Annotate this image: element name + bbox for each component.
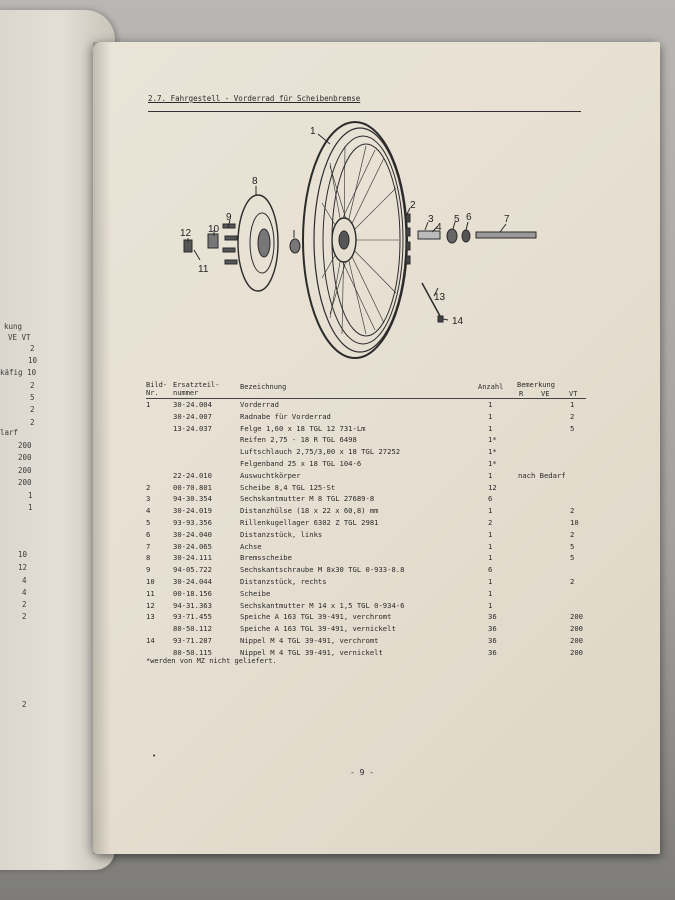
table-cell-bild: 7 (146, 541, 151, 551)
table-cell-bez: Nippel M 4 TGL 39-491, verchromt (240, 636, 379, 645)
wheel-exploded-diagram (170, 118, 510, 378)
table-row (0, 424, 675, 435)
table-cell-vt: 10 (570, 518, 579, 527)
left-page-fragment: 4 (22, 588, 27, 597)
table-cell-vt: 200 (570, 624, 583, 634)
left-page-fragment: 2 (22, 600, 27, 609)
table-cell-bild: 3 (146, 494, 151, 504)
left-page-fragment: 2 (30, 381, 35, 390)
table-cell-anzahl: 1 (488, 400, 493, 409)
table-cell-nummer: 00-70.801 (173, 482, 212, 492)
axle (476, 232, 536, 238)
table-row (0, 483, 675, 494)
callout-11: 11 (198, 264, 209, 275)
table-cell-bild: 6 (146, 529, 151, 539)
callout-10: 10 (208, 224, 220, 235)
table-cell-bild: 11 (146, 588, 155, 598)
table-row (0, 530, 675, 541)
table-cell-nummer: 30-24.007 (173, 411, 212, 421)
table-cell-bez: Rillenkugellager 6302 Z TGL 2981 (240, 518, 379, 527)
footnote: *werden von MZ nicht geliefert. (146, 657, 277, 665)
table-cell-bez: Distanzstück, rechts (240, 577, 327, 586)
table-row (0, 553, 675, 564)
table-row (0, 636, 675, 647)
table-cell-anzahl: 36 (488, 624, 497, 634)
table-cell-bem: nach Bedarf (518, 470, 566, 480)
left-page-fragment: 4 (22, 576, 27, 585)
table-cell-bez: Reifen 2,75 - 18 R TGL 6498 (240, 435, 357, 445)
table-cell-bild: 14 (146, 636, 155, 645)
table-cell-bild: 12 (146, 600, 155, 610)
left-page-fragment: kung (4, 322, 23, 331)
table-cell-anzahl: 1 (488, 588, 493, 598)
table-cell-nummer: 94-30.354 (173, 494, 212, 504)
spacer-right (208, 234, 218, 248)
callout-2: 2 (410, 200, 416, 211)
table-cell-nummer: 30-24.040 (173, 529, 212, 539)
table-cell-anzahl: 2 (488, 518, 493, 527)
header-bild-nr: Bild- Nr. (146, 381, 168, 397)
table-row (0, 471, 675, 482)
left-page-fragment: 2 (22, 700, 27, 709)
table-cell-bez: Felgenband 25 x 18 TGL 104-6 (240, 459, 362, 468)
table-cell-bild: 9 (146, 565, 151, 575)
left-page-fragment: 1 (28, 491, 33, 500)
table-cell-bez: Vorderrad (240, 400, 279, 409)
callout-6: 6 (466, 212, 472, 223)
table-cell-nummer: 94-05.722 (173, 565, 212, 575)
table-cell-bez: Distanzstück, links (240, 529, 323, 539)
header-r: R (519, 390, 524, 398)
table-cell-vt: 2 (570, 411, 575, 421)
callout-13: 13 (434, 292, 446, 303)
table-row (0, 589, 675, 600)
table-row (0, 506, 675, 517)
table-row (0, 412, 675, 423)
table-cell-nummer: 80-50.115 (173, 647, 212, 657)
left-page-fragment: käfig 10 (0, 368, 37, 377)
table-cell-anzahl: 1 (488, 529, 493, 539)
left-page-fragment: 2 (30, 405, 35, 414)
table-cell-bez: Nippel M 4 TGL 39-491, vernickelt (240, 647, 383, 657)
callout-8: 8 (252, 176, 258, 187)
table-cell-anzahl: 12 (488, 482, 497, 492)
table-cell-nummer: 93-71.287 (173, 636, 212, 645)
table-cell-bez: Achse (240, 541, 262, 551)
table-cell-nummer: 94-31.363 (173, 600, 212, 610)
table-cell-bez: Felge 1,60 x 18 TGL 12 731-Lm (240, 423, 366, 433)
section-title: 2.7. Fahrgestell - Vorderrad für Scheibenbremse (148, 94, 361, 103)
left-page-fragment: 2 (30, 344, 35, 353)
table-cell-anzahl: 36 (488, 647, 497, 657)
header-bemerkung: Bemerkung (517, 381, 555, 389)
left-page-fragment: 5 (30, 393, 35, 402)
table-cell-vt: 2 (570, 577, 575, 586)
table-cell-nummer: 30-24.019 (173, 506, 212, 516)
left-page-fragment: 12 (18, 563, 28, 572)
table-cell-anzahl: 1 (488, 470, 493, 480)
callout-12: 12 (180, 228, 192, 239)
table-row (0, 648, 675, 659)
table-cell-anzahl: 1* (488, 459, 497, 468)
bearing (447, 229, 457, 243)
callout-4: 4 (436, 222, 442, 233)
table-cell-vt: 1 (570, 400, 575, 409)
spacer-left (462, 230, 470, 242)
table-cell-bild: 13 (146, 612, 155, 622)
table-row (0, 577, 675, 588)
table-cell-bez: Radnabe für Vorderrad (240, 411, 331, 421)
table-cell-nummer: 30-24.044 (173, 577, 212, 586)
table-cell-bez: Speiche A 163 TGL 39-491, vernickelt (240, 624, 396, 634)
table-cell-anzahl: 1 (488, 541, 493, 551)
table-cell-bez: Sechskantmutter M 8 TGL 27689-8 (240, 494, 375, 504)
table-cell-nummer: 93-93.356 (173, 518, 212, 527)
table-cell-bild: 5 (146, 518, 151, 527)
header-anzahl: Anzahl (478, 383, 504, 391)
left-page-fragment: 10 (28, 356, 38, 365)
table-cell-anzahl: 6 (488, 494, 493, 504)
table-cell-bild: 8 (146, 553, 151, 563)
table-cell-anzahl: 1 (488, 411, 493, 421)
table-row (0, 435, 675, 446)
table-cell-nummer: 30-24.065 (173, 541, 212, 551)
callout-9: 9 (226, 212, 232, 223)
table-cell-anzahl: 1 (488, 506, 493, 516)
table-cell-anzahl: 1* (488, 447, 497, 457)
table-row (0, 601, 675, 612)
header-ersatzteilnummer: Ersatzteil- nummer (173, 381, 220, 397)
table-cell-nummer: 80-50.112 (173, 624, 212, 634)
table-row (0, 494, 675, 505)
table-row (0, 542, 675, 553)
table-row (0, 565, 675, 576)
header-bezeichnung: Bezeichnung (240, 383, 287, 391)
callout-7: 7 (504, 214, 510, 225)
header-rule (146, 398, 586, 399)
table-cell-vt: 200 (570, 612, 583, 622)
table-cell-anzahl: 1 (488, 600, 493, 610)
table-cell-vt: 200 (570, 636, 583, 645)
table-cell-vt: 5 (570, 541, 575, 551)
table-cell-vt: 200 (570, 647, 583, 657)
table-cell-nummer: 93-71.455 (173, 612, 212, 622)
left-page-fragment: 2 (22, 612, 27, 621)
header-ve: VE (541, 390, 550, 398)
callout-14: 14 (452, 316, 464, 327)
table-cell-bez: Scheibe 8,4 TGL 125-St (240, 482, 336, 492)
table-cell-bild: 1 (146, 400, 151, 409)
bullet-mark: • (152, 752, 157, 760)
left-page-fragment: VE VT (8, 333, 31, 342)
left-page-fragment: 200 (18, 453, 32, 462)
table-cell-bez: Distanzhülse (18 x 22 x 60,8) mm (240, 506, 379, 516)
left-page-fragment: 1 (28, 503, 33, 512)
table-cell-anzahl: 1 (488, 553, 493, 563)
table-cell-vt: 5 (570, 423, 575, 433)
table-cell-bez: Sechskantschraube M 8x30 TGL 0-933-8.8 (240, 565, 405, 575)
disc-bolts (223, 224, 237, 264)
table-row (0, 518, 675, 529)
callout-3: 3 (428, 214, 434, 225)
left-page-fragment: 10 (18, 550, 28, 559)
table-row (0, 459, 675, 470)
table-cell-nummer: 13-24.037 (173, 423, 212, 433)
table-cell-anzahl: 1 (488, 577, 493, 586)
table-cell-vt: 2 (570, 529, 575, 539)
table-cell-nummer: 00-18.156 (173, 588, 212, 598)
table-cell-anzahl: 1 (488, 423, 493, 433)
table-row (0, 447, 675, 458)
table-cell-bild: 10 (146, 577, 155, 586)
left-page-fragment: 200 (18, 478, 32, 487)
title-rule (148, 111, 581, 112)
left-page-fragment: larf (0, 428, 19, 437)
table-cell-bez: Luftschlauch 2,75/3,00 x 18 TGL 27252 (240, 447, 401, 457)
table-row (0, 624, 675, 635)
table-row (0, 400, 675, 411)
table-cell-nummer: 22-24.010 (173, 470, 212, 480)
table-cell-bez: Bremsscheibe (240, 553, 292, 563)
table-cell-anzahl: 36 (488, 612, 497, 622)
page-number: - 9 - (350, 768, 375, 777)
table-cell-nummer: 30-24.004 (173, 400, 212, 409)
table-cell-anzahl: 36 (488, 636, 497, 645)
header-vt: VT (569, 390, 578, 398)
table-cell-vt: 2 (570, 506, 575, 516)
table-cell-nummer: 30-24.111 (173, 553, 212, 563)
left-page-fragment: 200 (18, 441, 32, 450)
left-page-fragment: 200 (18, 466, 32, 475)
table-cell-bild: 4 (146, 506, 151, 516)
left-page-fragment: 2 (30, 418, 35, 427)
table-cell-bez: Scheibe (240, 588, 271, 598)
table-cell-anzahl: 1* (488, 435, 497, 445)
table-row (0, 612, 675, 623)
table-cell-anzahl: 6 (488, 565, 493, 575)
table-cell-vt: 5 (570, 553, 575, 563)
table-cell-bez: Auswuchtkörper (240, 470, 301, 480)
callout-1: 1 (310, 126, 316, 137)
table-cell-bild: 2 (146, 482, 151, 492)
table-cell-bez: Speiche A 163 TGL 39-491, verchromt (240, 612, 392, 622)
callout-5: 5 (454, 214, 460, 225)
table-cell-bez: Sechskantmutter M 14 x 1,5 TGL 0-934-6 (240, 600, 405, 610)
